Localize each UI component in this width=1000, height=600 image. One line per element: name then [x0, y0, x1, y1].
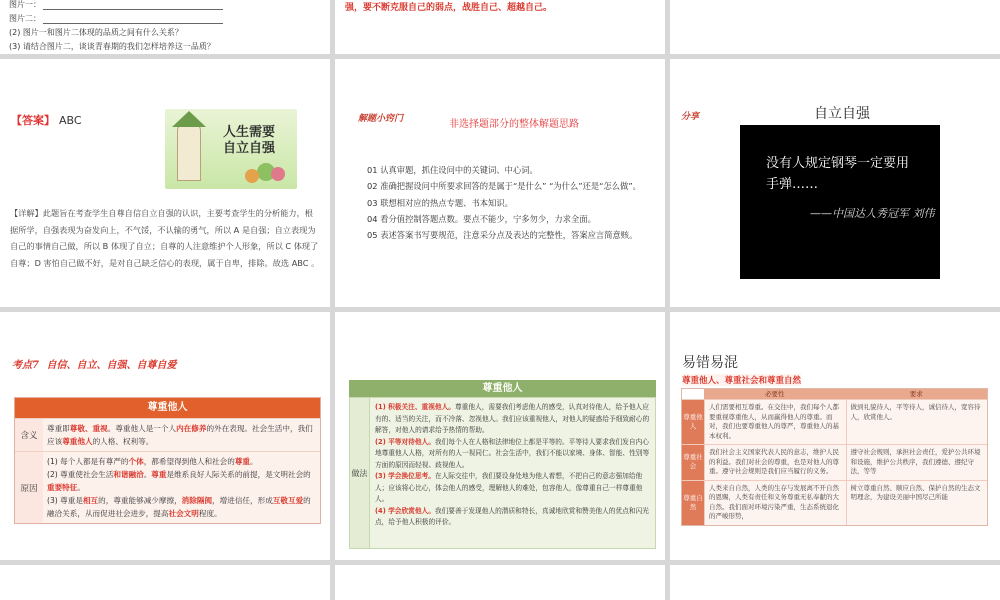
slide-bottom-right[interactable] — [670, 565, 1000, 600]
reason-text: 是维系良好人际关系的前提，是文明社会的 — [166, 470, 311, 479]
confusables-title: 易错易混 — [682, 355, 738, 371]
table-row — [682, 480, 987, 525]
key-point-banner: 尊重他人 — [15, 398, 320, 418]
table-cell: 树立尊重自然、顺应自然、保护自然的生态文明理念，为建设美丽中国尽己所能 — [846, 481, 988, 525]
image-one-label: 图片一： — [9, 0, 41, 9]
method-heading: (1) 积极关注、重视他人。 — [375, 403, 455, 411]
reason-text: ，都希望得到他人和社会的 — [143, 457, 235, 466]
slide-share[interactable] — [670, 59, 1000, 307]
slide-respect-methods[interactable] — [335, 312, 665, 560]
confusables-subtitle: 尊重他人、尊重社会和尊重自然 — [682, 376, 802, 386]
tips-item: 03 联想相对应的热点专题、书本知识。 — [367, 197, 513, 208]
tips-title: 解题小窍门 — [358, 114, 404, 124]
table-row — [15, 451, 320, 523]
method-heading: (2) 平等对待他人。 — [375, 437, 435, 446]
reason-keyword: 消除隔阂 — [181, 496, 213, 505]
method-item — [375, 471, 650, 506]
tips-heading: 非选择题部分的整体解题思路 — [449, 119, 579, 130]
reason-cell — [43, 452, 320, 523]
reason-item — [47, 468, 316, 494]
illustration-image — [165, 109, 297, 189]
quote-text — [766, 153, 909, 195]
slide-top-middle[interactable] — [335, 0, 665, 54]
reason-item — [47, 494, 316, 520]
meaning-text: 尊重即 — [47, 424, 70, 433]
reason-item — [47, 455, 316, 468]
illustration-text-line1: 人生需要 — [223, 125, 276, 140]
table-cell: 人类来自自然，人类的生存与发展离不开自然的恩赐，人类有责任和义务尊重无私奉献的大自然。我们面对环境污染严重，生态系统退化的严峻形势， — [704, 481, 846, 525]
method-heading: (4) 学会欣赏他人。 — [375, 506, 435, 515]
method-body: 在人际交往中，我们要设身处地为他人着想，不把自己的意志强加给他人；应该将心比心，体会他人的感受，理解他人的难处，包容他人，像尊重自己一样尊重他人。 — [375, 472, 643, 503]
meaning-text: 的外在表现。社会生活中，我们应该 — [47, 424, 313, 446]
meaning-keyword: 尊重他人 — [62, 437, 93, 446]
method-heading: (3) 学会换位思考。 — [375, 472, 435, 480]
column-header: 要求 — [846, 389, 988, 399]
method-item — [375, 437, 650, 472]
answer-detail: 【详解】此题旨在考查学生自尊自信自立自强的认识，主要考查学生的分析能力，根据所学，自强表现为奋发向上，不气馁，不认输的勇气，所以 A 是自强；自立表现为自己的事情自己做，所以 B 体现了自立；自尊的人注意维护个人形象，所以 C 体现了自尊；D 害怕自己做不好，是对自己缺乏信心的表现，属于自卑，排除。故选 ABC 。 — [10, 208, 320, 268]
reason-text: (3) 尊重是 — [47, 496, 83, 505]
image-one-blank — [43, 9, 223, 10]
tips-list — [367, 162, 647, 243]
table-header — [682, 389, 987, 399]
slide-bottom-left[interactable] — [0, 565, 330, 600]
tower-graphic — [177, 121, 201, 181]
reason-keyword: 相互 — [82, 496, 99, 505]
method-body: 尊重他人，需要我们考虑他人的感受，认真对待他人，给予他人应有的、适当的关注，而不冷落、忽视他人。我们应该重视他人，对他人的疑惑给予细致耐心的解答，对他人的请求给予热情的帮助。 — [375, 403, 650, 434]
methods-table — [349, 397, 656, 549]
image-two-line — [9, 13, 223, 24]
tips-item: 05 表述答案书写要规范，注意采分点及表达的完整性，答案应言简意赅。 — [367, 230, 638, 241]
reason-text: 的，尊重能够减少摩擦， — [98, 496, 182, 505]
illustration-text-line2: 自立自强 — [223, 141, 276, 156]
reason-keyword: 社会文明 — [168, 509, 199, 518]
table-row — [682, 399, 987, 444]
methods-banner: 尊重他人 — [349, 380, 656, 397]
tower-roof-graphic — [172, 111, 206, 127]
meaning-keyword: 内在修养 — [176, 424, 207, 433]
table-cell: 遵守社会规则，承担社会责任，爱护公共环境和设施，维护公共秩序，我们遵德、遵纪守法，等等 — [846, 445, 988, 480]
reason-keyword: 重要特征 — [47, 483, 78, 492]
answer-label: 【答案】 — [11, 114, 55, 127]
row-label: 尊重社会 — [682, 445, 704, 480]
meaning-text: 的人格、权利等。 — [92, 437, 154, 446]
reason-keyword: 和谐融洽 — [113, 470, 144, 479]
key-point-heading: 考点7 自信、自立、自强、自尊自爱 — [12, 360, 177, 371]
reason-keyword: 尊重 — [234, 457, 251, 466]
illustration-text — [223, 125, 275, 157]
share-label: 分享 — [681, 112, 700, 122]
reason-keyword: 互敬互爱 — [272, 496, 304, 505]
slide-top-left[interactable] — [0, 0, 330, 54]
image-one-line — [9, 0, 223, 10]
row-label: 含义 — [15, 419, 43, 451]
image-two-label: 图片二： — [9, 14, 41, 23]
reason-text: 。 — [250, 457, 258, 466]
quote-box — [740, 125, 940, 279]
quote-author: ——中国达人秀冠军 刘伟 — [810, 207, 935, 220]
meaning-cell — [43, 419, 320, 451]
confusables-table — [681, 388, 988, 526]
slide-key-point[interactable] — [0, 312, 330, 560]
meaning-text: 。尊重他人是一个人 — [107, 424, 177, 433]
meaning-keyword: 尊敬、重视 — [69, 424, 108, 433]
quote-line1: 没有人规定钢琴一定要用 — [766, 156, 910, 171]
header-blank — [682, 389, 704, 399]
slide-confusables[interactable] — [670, 312, 1000, 560]
reason-text: ，增进信任，形成 — [212, 496, 273, 505]
reason-keyword: 个体 — [128, 457, 144, 466]
reason-text: 。 — [143, 470, 152, 479]
tips-item: 01 认真审题，抓住设问中的关键词、中心词。 — [367, 165, 538, 175]
method-item — [375, 506, 650, 529]
tree-graphic — [271, 167, 285, 181]
table-cell: 做到礼貌待人，平等待人，诚信待人，宽容待人，欣赏他人。 — [846, 400, 988, 444]
method-body: 我们要善于发现他人的潜质和特长，真诚地欣赏和赞美他人的优点和闪光点，给予他人积极的评价。 — [375, 506, 649, 526]
row-label: 原因 — [15, 452, 43, 523]
image-two-blank — [43, 23, 223, 24]
question-3: (3) 请结合图片二，谈谈青春期的我们怎样培养这一品质？ — [9, 42, 215, 51]
tips-item: 02 准确把握设问中所要求回答的是属于“是什么” “为什么”还是“怎么做”。 — [367, 181, 641, 192]
top-middle-text: 强，要不断克服自己的弱点，战胜自己、超越自己。 — [345, 3, 553, 13]
row-label: 尊重自然 — [682, 481, 704, 525]
tree-graphic — [245, 169, 259, 183]
slide-tips[interactable] — [335, 59, 665, 307]
key-point-table — [14, 397, 321, 524]
methods-label: 做法 — [350, 398, 370, 548]
table-row — [15, 418, 320, 451]
column-header: 必要性 — [704, 389, 846, 399]
answer-line — [11, 112, 82, 128]
slide-top-right[interactable] — [670, 0, 1000, 54]
table-cell: 人们需要相互尊重。在交往中，我们每个人都要重视尊重他人，从而赢得他人的尊重。而对，我们也要尊重他人的尊严，尊重他人的基本权利。 — [704, 400, 846, 444]
reason-text: 程度。 — [198, 509, 222, 518]
question-2: (2) 图片一和图片二体现的品质之间有什么关系？ — [9, 28, 183, 37]
row-label: 尊重他人 — [682, 400, 704, 444]
reason-text: (2) 尊重使社会生活 — [47, 470, 114, 479]
reason-text: 。 — [77, 483, 85, 492]
quote-line2: 手弹…… — [766, 177, 819, 192]
table-cell: 我们社会主义国家代表人民的意志，维护人民的利益。我们对社会的尊重，也是对他人的尊重。遵守社会规则是我们应当履行的义务。 — [704, 445, 846, 480]
share-title: 自立自强 — [814, 106, 870, 122]
method-body: 我们每个人在人格和法律地位上都是平等的。平等待人要求我们发自内心地尊重他人人格，对所有的人一视同仁。社会生活中，我们不能以家境、身体、智能、性别等方面的原因而轻视、歧视他人。 — [375, 437, 650, 469]
answer-value: ABC — [59, 114, 82, 127]
tips-item: 04 看分值控制答题点数。要点不能少，宁多勿少，力求全面。 — [367, 213, 596, 224]
reason-text: (1) 每个人都是有尊严的 — [47, 457, 129, 466]
table-row — [682, 444, 987, 480]
reason-text: 的融洽关系，从而促进社会进步，提高 — [47, 496, 311, 518]
reason-keyword: 尊重 — [151, 470, 167, 479]
slide-answer[interactable] — [0, 59, 330, 307]
slide-bottom-middle[interactable] — [335, 565, 665, 600]
methods-text — [370, 398, 655, 548]
method-item — [375, 402, 650, 437]
